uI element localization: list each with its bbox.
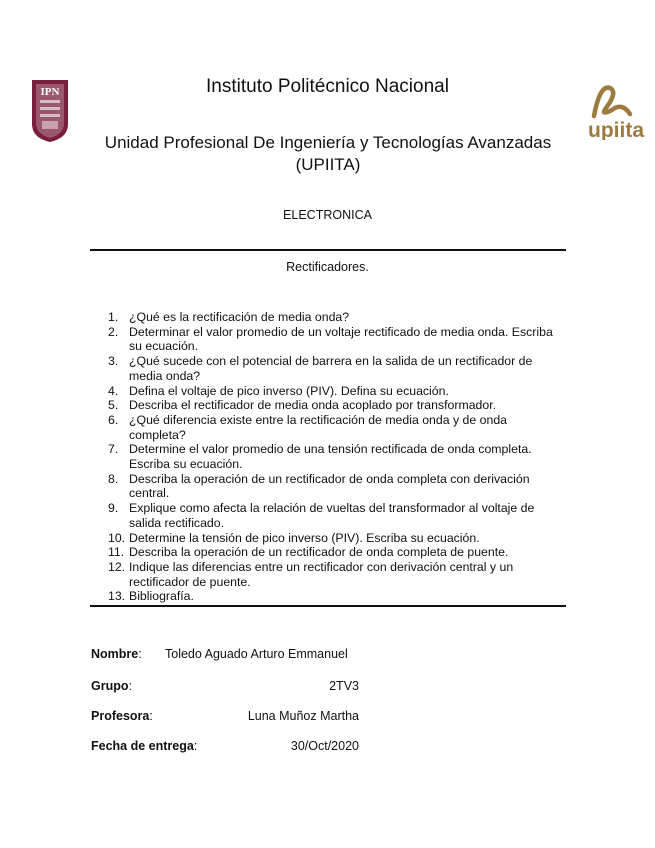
list-item-text: Determine la tensión de pico inverso (PIV). Escriba su ecuación. <box>129 530 480 545</box>
list-item <box>108 413 560 442</box>
bottom-divider <box>90 605 566 607</box>
list-item-text: Describa la operación de un rectificador de onda completa de puente. <box>129 545 509 560</box>
profesora-value: Luna Muñoz Martha <box>247 709 359 723</box>
profesora-label: Profesora: <box>91 709 153 723</box>
unit-name-line-2: (UPIITA) <box>295 155 361 174</box>
list-item-number: 4. <box>108 383 119 398</box>
list-item-number: 1. <box>108 310 119 324</box>
list-item <box>108 325 560 354</box>
list-item-number: 11. <box>108 545 125 560</box>
list-item <box>108 354 560 383</box>
list-item-number: 6. <box>108 412 119 427</box>
fecha-value: 30/Oct/2020 <box>290 739 359 753</box>
nombre-label: Nombre: <box>91 647 142 661</box>
list-item-text: ¿Qué diferencia existe entre la rectificación de media onda y de onda completa? <box>129 412 508 442</box>
list-item-text: Describa el rectificador de media onda acoplado por transformador. <box>129 398 497 413</box>
list-item-number: 13. <box>108 589 126 604</box>
list-item <box>108 560 560 589</box>
list-item-number: 3. <box>108 354 119 369</box>
list-item-text: ¿Qué es la rectificación de media onda? <box>129 310 350 324</box>
unit-name <box>90 132 566 176</box>
list-item <box>108 384 560 399</box>
list-item-text: Explique como afecta la relación de vueltas del transformador al voltaje de salida rectificado. <box>129 501 535 530</box>
list-item <box>108 501 560 530</box>
institution-title: Instituto Politécnico Nacional <box>206 76 449 97</box>
profesora-row <box>91 709 361 725</box>
grupo-value: 2TV3 <box>329 679 359 693</box>
list-item-text: Determine el valor promedio de una tensión rectificada de onda completa. Escriba su ecuación. <box>129 442 532 472</box>
list-item <box>108 398 560 413</box>
question-list <box>108 310 560 604</box>
grupo-label: Grupo: <box>91 679 132 693</box>
list-item-number: 10. <box>108 530 126 545</box>
nombre-value: Toledo Aguado Arturo Emmanuel <box>165 647 348 661</box>
list-item <box>108 310 560 325</box>
list-item-number: 5. <box>108 398 119 413</box>
list-item-number: 7. <box>108 442 119 457</box>
list-item-number: 2. <box>108 324 119 339</box>
topic-title: Rectificadores. <box>286 260 369 274</box>
list-item-text: Determinar el valor promedio de un voltaje rectificado de media onda. Escriba su ecuación. <box>129 324 553 354</box>
list-item-text: Defina el voltaje de pico inverso (PIV). Defina su ecuación. <box>129 383 449 398</box>
list-item <box>108 531 560 546</box>
subject-title: ELECTRONICA <box>283 208 372 222</box>
upiita-logo-text: upiita <box>588 119 644 140</box>
fecha-label: Fecha de entrega: <box>91 739 198 753</box>
nombre-row <box>91 647 361 663</box>
list-item <box>108 472 560 501</box>
ipn-logo-text: IPN <box>40 86 60 98</box>
top-divider <box>90 249 566 251</box>
list-item-number: 12. <box>108 559 126 574</box>
list-item <box>108 589 560 604</box>
list-item-number: 8. <box>108 471 119 486</box>
list-item <box>108 545 560 560</box>
list-item-text: ¿Qué sucede con el potencial de barrera en la salida de un rectificador de media onda? <box>129 354 533 383</box>
list-item-text: Bibliografía. <box>129 589 194 604</box>
fecha-row <box>91 739 361 755</box>
list-item-number: 9. <box>108 501 119 516</box>
unit-name-line-1: Unidad Profesional De Ingeniería y Tecnologías Avanzadas <box>104 133 552 152</box>
list-item <box>108 442 560 471</box>
list-item-text: Describa la operación de un rectificador de onda completa con derivación central. <box>129 471 530 501</box>
grupo-row <box>91 679 361 695</box>
list-item-text: Indique las diferencias entre un rectificador con derivación central y un rectificador de puente. <box>129 559 514 589</box>
